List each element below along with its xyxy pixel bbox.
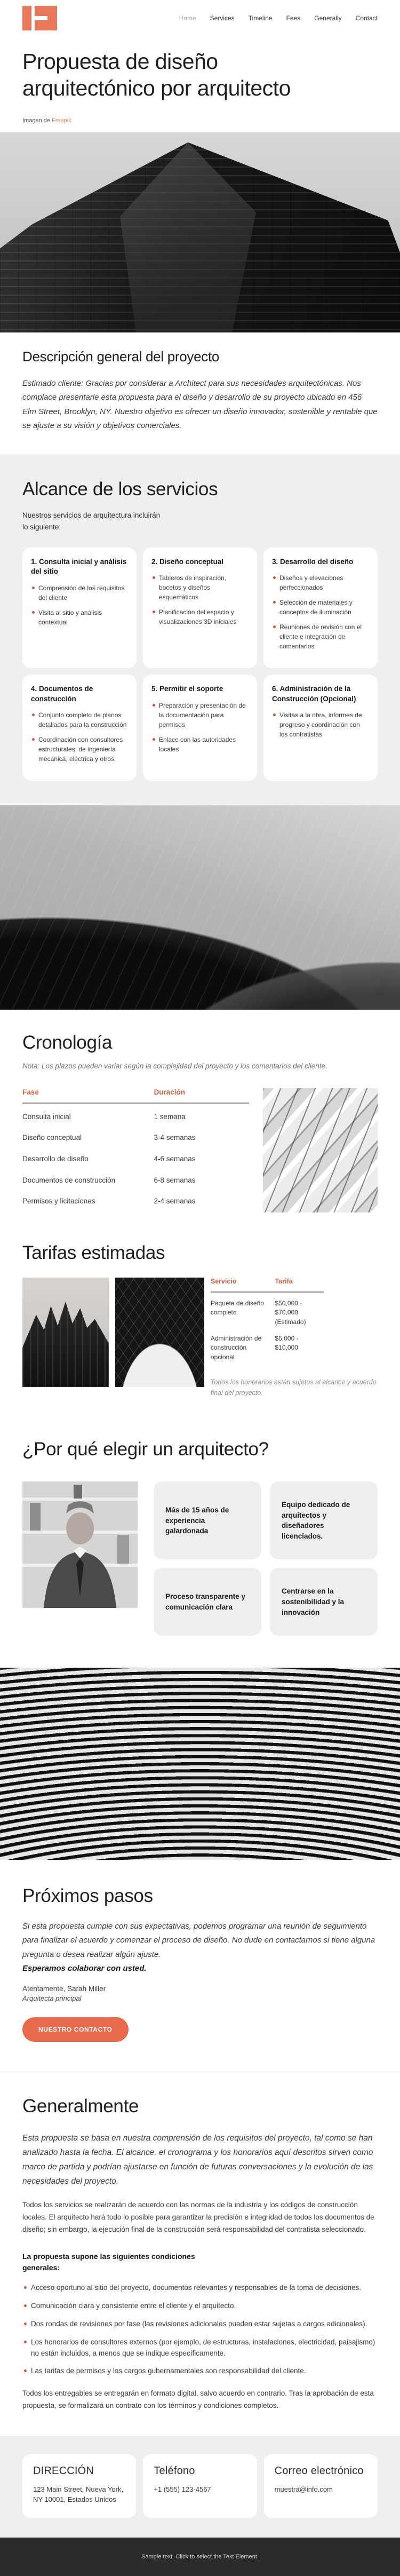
fees-table-head-row (211, 1278, 324, 1292)
timeline-table (22, 1088, 249, 1209)
timeline-section (0, 1010, 400, 1237)
arch-lattice-photo (115, 1278, 204, 1387)
next-steps-section (0, 1860, 400, 2072)
scope-card (263, 675, 378, 780)
scope-card (22, 675, 137, 780)
site-header (0, 0, 400, 34)
why-heading: ¿Por qué elegir un arquitecto? (22, 1439, 269, 1460)
scope-card-title: 6. Administración de la Construcción (Opcional) (272, 685, 356, 703)
scope-card (143, 548, 257, 668)
scope-card (22, 548, 137, 668)
timeline-row (22, 1167, 249, 1188)
scope-card-bullets (272, 710, 369, 739)
table-cell: 6-8 semanas (154, 1176, 196, 1184)
footer-card (264, 2454, 378, 2518)
tower-shape (22, 1278, 109, 1387)
timeline-table-body (22, 1103, 249, 1209)
scope-bullet: Coordinación con consultores estructurales, de ingeniería mecánica, eléctrica y otros. (31, 735, 128, 764)
table-cell: 2-4 semanas (154, 1197, 196, 1206)
general-section (0, 2072, 400, 2436)
column-header: Servicio (211, 1278, 275, 1292)
table-cell: Administración de construcción opcional (210, 1335, 262, 1361)
fees-table (211, 1278, 324, 1363)
scope-bullet: Visitas a la obra, informes de progreso y coordinación con los contratistas (272, 710, 369, 739)
nav-item-timeline[interactable]: Timeline (248, 14, 273, 22)
timeline-heading: Cronología (22, 1032, 113, 1053)
footer-card-value: 123 Main Street, Nueva York, NY 10001, Estados Unidos (33, 2485, 124, 2504)
fees-section (0, 1237, 400, 1425)
scope-card (143, 675, 257, 780)
nav-item-generally[interactable]: Generally (314, 14, 342, 22)
condition-item: Dos rondas de revisiones por fase (las revisiones adicionales pueden estar sujetas a cargos adicionales). (22, 2319, 378, 2330)
column-header: Fase (22, 1088, 154, 1103)
conditions-list (22, 2282, 378, 2377)
scope-card-title: 1. Consulta inicial y análisis del sitio (31, 558, 127, 576)
scope-card-bullets (31, 710, 128, 764)
building-mass-right-shape (0, 805, 400, 1010)
conditions-title: La propuesta supone las siguientes condiciones generales: (22, 2252, 195, 2272)
fees-table-body (211, 1292, 324, 1363)
table-cell: Paquete de diseño completo (210, 1299, 264, 1317)
footer-card (143, 2454, 257, 2518)
stairs-structure-photo (263, 1088, 378, 1212)
table-cell: Diseño conceptual (22, 1134, 82, 1142)
column-header: Duración (154, 1088, 250, 1103)
fees-row (211, 1328, 324, 1363)
scope-heading: Alcance de los servicios (22, 479, 218, 500)
timeline-note: Nota: Los plazos pueden variar según la complejidad del proyecto y los comentarios del cliente. (22, 1061, 327, 1070)
footer-cards (22, 2454, 378, 2518)
why-card: Proceso transparente y comunicación clara (154, 1568, 261, 1636)
footer-card-value: +1 (555) 123-4567 (154, 2485, 211, 2494)
why-card: Más de 15 años de experiencia galardonada (154, 1481, 261, 1559)
next-steps-body: Si esta propuesta cumple con sus expectativas, podemos programar una reunión de seguimiento para finalizar el acuerdo y comenzar el proceso de diseño. No dude en contactarnos si tiene alguna pregunta o desea realizar algún ajuste. (22, 1922, 375, 1959)
scope-bullet: Selección de materiales y conceptos de iluminación (272, 598, 369, 617)
table-cell: 4-6 semanas (154, 1155, 196, 1163)
condition-item: Las tarifas de permisos y los cargos gubernamentales son responsabilidad del cliente. (22, 2366, 378, 2377)
scope-bullet: Visita al sitio y análisis contextual (31, 608, 128, 627)
table-cell: $5,000 - $10,000 (275, 1335, 299, 1352)
logo-block-shape (35, 6, 57, 30)
nav-item-home[interactable]: Home (179, 14, 196, 22)
overview-heading: Descripción general del proyecto (22, 348, 220, 365)
fees-heading: Tarifas estimadas (22, 1242, 165, 1263)
timeline-row (22, 1103, 249, 1125)
freepik-link[interactable]: Freepik (52, 117, 71, 124)
brand-logo[interactable] (22, 6, 57, 30)
nav-item-services[interactable]: Services (210, 14, 235, 22)
scope-intro: Nuestros servicios de arquitectura incluirán lo siguiente: (22, 511, 161, 531)
scope-bullet: Conjunto completo de planos detallados para la construcción (31, 710, 128, 730)
hero-section (0, 48, 400, 124)
scope-bullet: Comprensión de los requisitos del cliente (31, 583, 128, 603)
why-card: Equipo dedicado de arquitectos y diseñadores licenciados. (270, 1481, 378, 1559)
overview-body: Estimado cliente: Gracias por considerar a Architect para sus necesidades arquitectónicas. Nos complace presentarle esta propuesta para el diseño y desarrollo de su proyecto ubicado en 456 Elm Street, Brooklyn, NY. Nuestro objetivo es ofrecer un diseño innovador, sostenible y rentable que se ajuste a su visión y objetivos comerciales. (22, 379, 378, 430)
scope-bullet: Enlace con las autoridades locales (151, 735, 249, 754)
condition-item: Los honorarios de consultores externos (por ejemplo, de estructuras, instalaciones, electricidad, paisajismo) no están incluidos, a menos que se indique específicamente. (22, 2337, 378, 2359)
logo-bar-shape (22, 6, 31, 30)
scope-bullet: Tableros de inspiración, bocetos y diseños esquemáticos (151, 573, 249, 602)
scope-bullet: Planificación del espacio y visualizaciones 3D iniciales (151, 607, 249, 627)
next-steps-heading: Próximos pasos (22, 1885, 153, 1907)
scope-card-bullets (31, 583, 128, 627)
scope-bullet: Reuniones de revisión con el cliente e integración de comentarios (272, 622, 369, 651)
signature-role: Arquitecta principal (22, 1994, 82, 2002)
scope-bullet: Preparación y presentación de la documentación para permisos (151, 701, 249, 730)
scope-card-bullets (272, 573, 369, 651)
why-grid (154, 1481, 378, 1636)
condition-item: Comunicación clara y consistente entre el cliente y el arquitecto. (22, 2301, 378, 2312)
hero-building-photo (0, 132, 400, 332)
why-section (0, 1425, 400, 1668)
timeline-row (22, 1124, 249, 1146)
table-cell: Documentos de construcción (22, 1176, 116, 1184)
logo-notch-shape (35, 16, 47, 20)
scope-section (0, 454, 400, 805)
footer-card-title: DIRECCIÓN (33, 2465, 94, 2477)
table-cell: $50,000 - $70,000 (Estimado) (275, 1299, 306, 1326)
scope-card-title: 3. Desarrollo del diseño (272, 558, 354, 566)
table-cell: 1 semana (154, 1112, 186, 1121)
scope-bullet: Diseños y elevaciones perfeccionados (272, 573, 369, 592)
nav-item-fees[interactable]: Fees (286, 14, 301, 22)
timeline-row (22, 1188, 249, 1209)
site-footer (0, 2436, 400, 2576)
architect-portrait-photo (22, 1481, 138, 1608)
footer-card-title: Teléfono (154, 2465, 195, 2477)
general-closing: Todos los entregables se entregarán en formato digital, salvo acuerdo en contrario. Tras la aprobación de esta propuesta, se formalizará un contrato con los términos y condiciones completos. (22, 2389, 374, 2410)
building-sky-photo (0, 805, 400, 1010)
footer-contacts (0, 2436, 400, 2538)
column-header: Tarifa (275, 1278, 324, 1292)
general-heading: Generalmente (22, 2095, 139, 2117)
scope-card-title: 2. Diseño conceptual (151, 558, 224, 566)
scope-card-title: 4. Documentos de construcción (31, 685, 93, 703)
general-lead: Esta propuesta se basa en nuestra comprensión de los requisitos del proyecto, tal como se han analizado hasta la fecha. El alcance, el cronograma y los honorarios aquí descritos sirven como marco de partida y podrían ajustarse en función de futuras conversaciones y la evolución de las necesidades del proyecto. (22, 2133, 373, 2186)
page-title: Propuesta de diseño arquitectónico por arquitecto (22, 49, 291, 101)
image-credit-prefix: Imagen de (22, 117, 52, 124)
timeline-table-head-row (22, 1088, 249, 1103)
condition-item: Acceso oportuno al sitio del proyecto, documentos relevantes y responsables de la toma de decisiones. (22, 2282, 378, 2294)
image-credit (22, 117, 378, 124)
table-cell: Consulta inicial (22, 1112, 71, 1121)
main-nav (179, 14, 378, 22)
signature-name: Atentamente, Sarah Miller (22, 1984, 106, 1993)
wavy-ribs-photo (0, 1668, 400, 1860)
timeline-row (22, 1146, 249, 1167)
footer-bottom-text[interactable]: Sample text. Click to select the Text Element. (141, 2553, 259, 2560)
footer-card (22, 2454, 136, 2518)
tower-photo (22, 1278, 109, 1387)
contact-button[interactable]: NUESTRO CONTACTO (22, 2017, 129, 2042)
table-cell: 3-4 semanas (154, 1134, 196, 1142)
arch-shape (115, 1278, 204, 1387)
table-cell: Permisos y licitaciones (22, 1197, 95, 1206)
scope-card (263, 548, 378, 668)
scope-card-title: 5. Permitir el soporte (151, 685, 223, 693)
overview-section (0, 332, 400, 454)
scope-grid (22, 548, 378, 781)
fees-note: Todos los honorarios están sujetos al alcance y acuerdo final del proyecto. (210, 1378, 377, 1397)
scope-card-bullets (151, 701, 249, 754)
nav-item-contact[interactable]: Contact (355, 14, 378, 22)
table-cell: Desarrollo de diseño (22, 1155, 89, 1163)
footer-bottom-bar (0, 2538, 400, 2576)
general-body: Todos los servicios se realizarán de acuerdo con las normas de la industria y los códigos de construcción locales. El arquitecto hará todo lo posible para garantizar la precisión e integridad de todos los documentos de diseño; sin embargo, la ejecución final de la construcción será responsabilidad del contratista seleccionado. (22, 2201, 374, 2234)
footer-card-title: Correo electrónico (274, 2465, 364, 2477)
scope-card-bullets (151, 573, 249, 627)
why-card: Centrarse en la sostenibilidad y la innovación (270, 1568, 378, 1636)
footer-card-value: muestra@info.com (274, 2485, 333, 2494)
next-steps-emphasis: Esperamos colaborar con usted. (22, 1963, 147, 1973)
fees-row (211, 1292, 324, 1328)
